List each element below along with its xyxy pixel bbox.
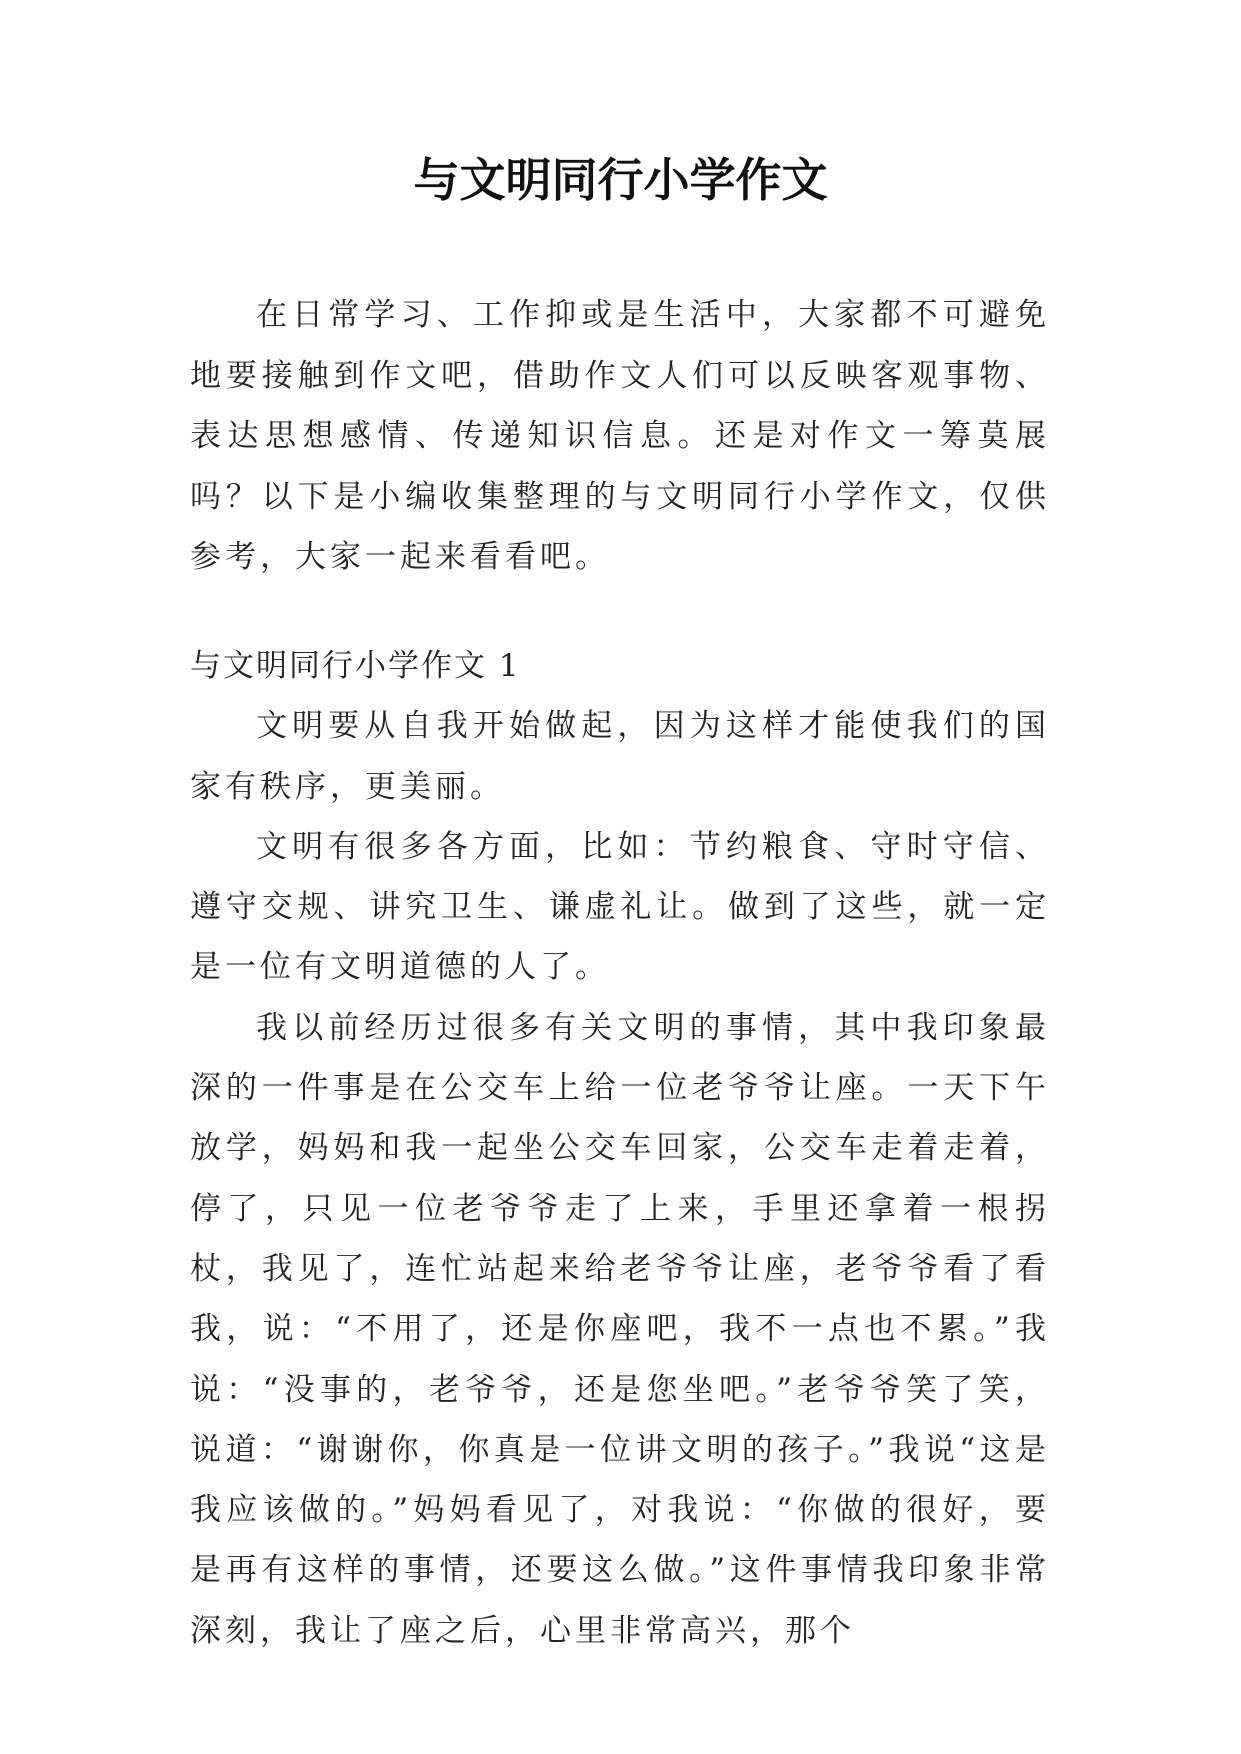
section-heading: 与文明同行小学作文 1 (190, 648, 521, 684)
document-title: 与文明同行小学作文 (413, 153, 828, 207)
essay-section-1 (190, 636, 1050, 1661)
section-paragraph-2: 文明有很多各方面，比如：节约粮食、守时守信、遵守交规、讲究卫生、谦虚礼让。做到了这些，就一定是一位有文明道德的人了。 (190, 828, 1050, 986)
section-paragraph-3: 我以前经历过很多有关文明的事情，其中我印象最深的一件事是在公交车上给一位老爷爷让座。一天下午放学，妈妈和我一起坐公交车回家，公交车走着走着，停了，只见一位老爷爷走了上来，手里还拿着一根拐杖，我见了，连忙站起来给老爷爷让座，老爷爷看了看我，说：“不用了，还是你座吧，我不一点也不累。”我说：“没事的，老爷爷，还是您坐吧。”老爷爷笑了笑，说道：“谢谢你，你真是一位讲文明的孩子。”我说“这是我应该做的。”妈妈看见了，对我说：“你做的很好，要是再有这样的事情，还要这么做。”这件事情我印象非常深刻，我让了座之后，心里非常高兴，那个 (190, 1009, 1050, 1649)
intro-block (190, 285, 1050, 588)
section-paragraph-1: 文明要从自我开始做起，因为这样才能使我们的国家有秩序，更美丽。 (190, 708, 1050, 805)
intro-paragraph: 在日常学习、工作抑或是生活中，大家都不可避免地要接触到作文吧，借助作文人们可以反映客观事物、表达思想感情、传递知识信息。还是对作文一筹莫展吗？以下是小编收集整理的与文明同行小学作文，仅供参考，大家一起来看看吧。 (190, 297, 1050, 575)
